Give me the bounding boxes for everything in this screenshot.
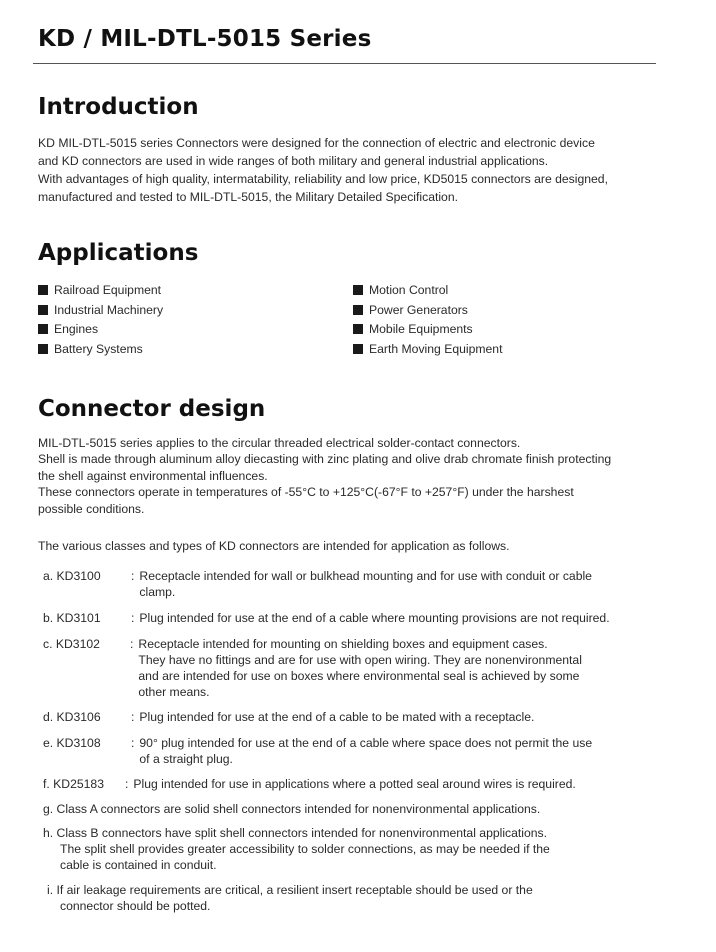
connector-design-text <box>38 435 708 517</box>
item-label: f. KD25183 <box>43 777 104 791</box>
item-label: c. KD3102 <box>43 637 100 651</box>
applications-right-list <box>353 280 502 359</box>
square-bullet-icon <box>353 324 363 334</box>
introduction-line: KD MIL-DTL-5015 series Connectors were designed for the connection of electric and electronic device <box>38 136 595 150</box>
list-item: Motion Control <box>353 280 502 300</box>
classes-intro: The various classes and types of KD connectors are intended for application as follows. <box>38 539 510 553</box>
introduction-line: manufactured and tested to MIL-DTL-5015, the Military Detailed Specification. <box>38 190 459 204</box>
design-line: possible conditions. <box>38 501 145 516</box>
item-label: e. KD3108 <box>43 736 101 750</box>
item-label: b. KD3101 <box>43 611 101 625</box>
square-bullet-icon <box>38 305 48 315</box>
applications-heading: Applications <box>38 240 199 266</box>
square-bullet-icon <box>353 305 363 315</box>
list-item: Battery Systems <box>38 339 163 359</box>
introduction-line: and KD connectors are used in wide ranges of both military and general industrial applications. <box>38 154 549 168</box>
title-divider <box>33 63 656 64</box>
list-item: f. KD25183 : Plug intended for use in applications where a potted seal around wires is required. <box>43 777 576 791</box>
item-label: a. KD3100 <box>43 569 101 583</box>
design-line: the shell against environmental influences. <box>38 468 268 483</box>
list-item: Industrial Machinery <box>38 300 163 320</box>
design-line: MIL-DTL-5015 series applies to the circular threaded electrical solder-contact connectors. <box>38 436 521 450</box>
list-item: e. KD3108 : 90° plug intended for use at the end of a cable where space does not permit the use of a straight plug. <box>43 736 593 766</box>
list-item: a. KD3100 : Receptacle intended for wall or bulkhead mounting and for use with conduit or cable clamp. <box>43 569 592 599</box>
list-item: Railroad Equipment <box>38 280 163 300</box>
list-item: i. If air leakage requirements are critical, a resilient insert receptable should be used or the connector should be potted. <box>47 883 533 913</box>
introduction-line: With advantages of high quality, intermatability, reliability and low price, KD5015 connectors are designed, <box>38 172 608 186</box>
square-bullet-icon <box>353 285 363 295</box>
list-item: Engines <box>38 319 163 339</box>
introduction-text <box>38 134 698 206</box>
page-title: KD / MIL-DTL-5015 Series <box>38 26 372 52</box>
list-item: Power Generators <box>353 300 502 320</box>
item-label: d. KD3106 <box>43 710 101 724</box>
list-item: d. KD3106 : Plug intended for use at the end of a cable to be mated with a receptacle. <box>43 710 535 724</box>
square-bullet-icon <box>353 344 363 354</box>
list-item: Earth Moving Equipment <box>353 339 502 359</box>
square-bullet-icon <box>38 344 48 354</box>
square-bullet-icon <box>38 285 48 295</box>
design-line: Shell is made through aluminum alloy diecasting with zinc plating and olive drab chromate finish protecting <box>38 452 612 467</box>
list-item: c. KD3102 : Receptacle intended for mounting on shielding boxes and equipment cases. They have no fittings and are for use with open wiring. They are nonenvironmental and are intended for use on boxes where environmental seal is achieved by some other means. <box>43 637 582 699</box>
list-item: b. KD3101 : Plug intended for use at the end of a cable where mounting provisions are not required. <box>43 611 610 625</box>
design-line: These connectors operate in temperatures of -55°C to +125°C(-67°F to +257°F) under the harshest <box>38 485 574 500</box>
list-item: Mobile Equipments <box>353 319 502 339</box>
introduction-heading: Introduction <box>38 94 199 120</box>
connector-design-heading: Connector design <box>38 396 266 422</box>
list-item: g. Class A connectors are solid shell connectors intended for nonenvironmental applications. <box>43 802 541 816</box>
applications-left-list <box>38 280 163 359</box>
square-bullet-icon <box>38 324 48 334</box>
list-item: h. Class B connectors have split shell connectors intended for nonenvironmental applications. The split shell provides greater accessibility to solder connections, as may be needed if the cable is contained in conduit. <box>43 826 550 872</box>
